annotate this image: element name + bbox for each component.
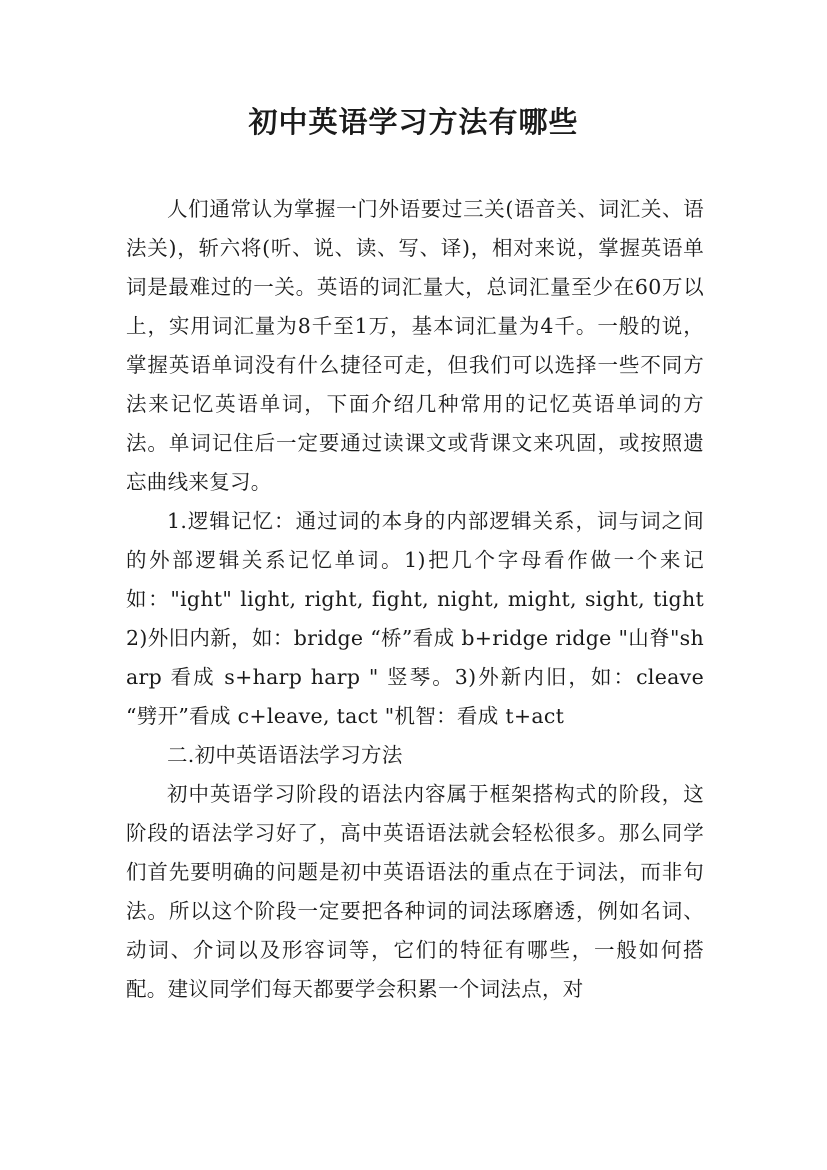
- paragraph-intro: 人们通常认为掌握一门外语要过三关(语音关、词汇关、语法关)，斩六将(听、说、读、写、译)，相对来说，掌握英语单词是最难过的一关。英语的词汇量大，总词汇量至少在60万以上，实用词汇量为8千至1万，基本词汇量为4千。一般的说，掌握英语单词没有什么捷径可走，但我们可以选择一些不同方法来记忆英语单词，下面介绍几种常用的记忆英语单词的方法。单词记住后一定要通过读课文或背课文来巩固，或按照遗忘曲线来复习。: [126, 197, 704, 494]
- document-title: 初中英语学习方法有哪些: [248, 105, 579, 139]
- section-heading-grammar: 二.初中英语语法学习方法: [167, 743, 403, 767]
- paragraph-logic-memory: 1.逻辑记忆：通过词的本身的内部逻辑关系，词与词之间的外部逻辑关系记忆单词。1)把几个字母看作做一个来记如："ight" light, right, fight, night, might, sight, tight 2)外旧内新，如：bridge “桥”看成 b+ridge ridge "山脊"sharp 看成 s+harp harp " 竖琴。3)外新内旧，如：cleave “劈开”看成 c+leave, tact "机智：看成 t+act: [126, 509, 704, 728]
- document-body: [126, 190, 704, 1009]
- paragraph-grammar: 初中英语学习阶段的语法内容属于框架搭构式的阶段，这阶段的语法学习好了，高中英语语法就会轻松很多。那么同学们首先要明确的问题是初中英语语法的重点在于词法，而非句法。所以这个阶段一定要把各种词的词法琢磨透，例如名词、动词、介词以及形容词等，它们的特征有哪些，一般如何搭配。建议同学们每天都要学会积累一个词法点，对: [126, 782, 704, 1001]
